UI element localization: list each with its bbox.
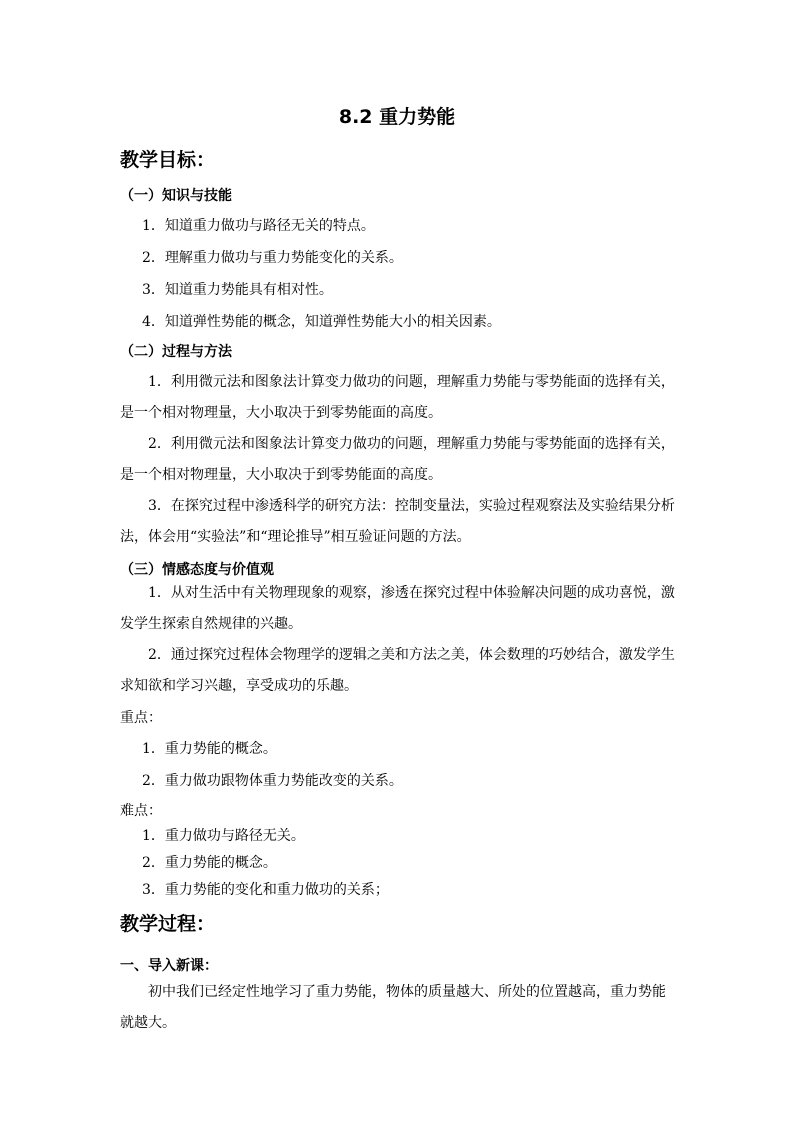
process-paragraph: 3．在探究过程中渗透科学的研究方法：控制变量法，实验过程观察法及实验结果分析法，体会用“实验法”和“理论推导”相互验证问题的方法。: [120, 498, 675, 545]
teaching-process-heading: 教学过程：: [120, 913, 216, 935]
emotion-paragraph: 1．从对生活中有关物理现象的观察，渗透在探究过程中体验解决问题的成功喜悦，激发学生探索自然规律的兴趣。: [120, 585, 675, 632]
document-title: 8.2 重力势能: [338, 106, 456, 128]
key-point-item: 2．重力做功跟物体重力势能改变的关系。: [142, 773, 403, 789]
objectives-heading: 教学目标：: [120, 149, 216, 171]
knowledge-item: 4．知道弹性势能的概念，知道弹性势能大小的相关因素。: [142, 314, 501, 330]
intro-paragraph: 初中我们已经定性地学习了重力势能，物体的质量越大、所处的位置越高，重力势能就越大。: [120, 984, 666, 1031]
process-paragraph: 2．利用微元法和图象法计算变力做功的问题，理解重力势能与零势能面的选择有关，是一个相对物理量，大小取决于到零势能面的高度。: [120, 436, 675, 483]
emotion-paragraph: 2．通过探究过程体会物理学的逻辑之美和方法之美，体会数理的巧妙结合，激发学生求知欲和学习兴趣，享受成功的乐趣。: [120, 647, 675, 694]
intro-heading: 一、导入新课：: [120, 958, 218, 974]
knowledge-item: 2．理解重力做功与重力势能变化的关系。: [142, 250, 403, 266]
difficulty-item: 1．重力做功与路径无关。: [142, 828, 305, 844]
key-point-item: 1．重力势能的概念。: [142, 741, 277, 757]
knowledge-skills-heading: （一）知识与技能: [120, 188, 232, 204]
emotion-values-heading: （三）情感态度与价值观: [120, 562, 274, 578]
key-points-label: 重点：: [120, 710, 162, 726]
knowledge-item: 1．知道重力做功与路径无关的特点。: [142, 218, 375, 234]
difficulty-item: 2．重力势能的概念。: [142, 855, 277, 871]
process-paragraph: 1．利用微元法和图象法计算变力做功的问题，理解重力势能与零势能面的选择有关，是一个相对物理量，大小取决于到零势能面的高度。: [120, 374, 675, 421]
knowledge-item: 3．知道重力势能具有相对性。: [142, 282, 333, 298]
difficulty-item: 3．重力势能的变化和重力做功的关系；: [142, 882, 389, 898]
difficulties-label: 难点：: [120, 803, 162, 819]
process-methods-heading: （二）过程与方法: [120, 344, 232, 360]
